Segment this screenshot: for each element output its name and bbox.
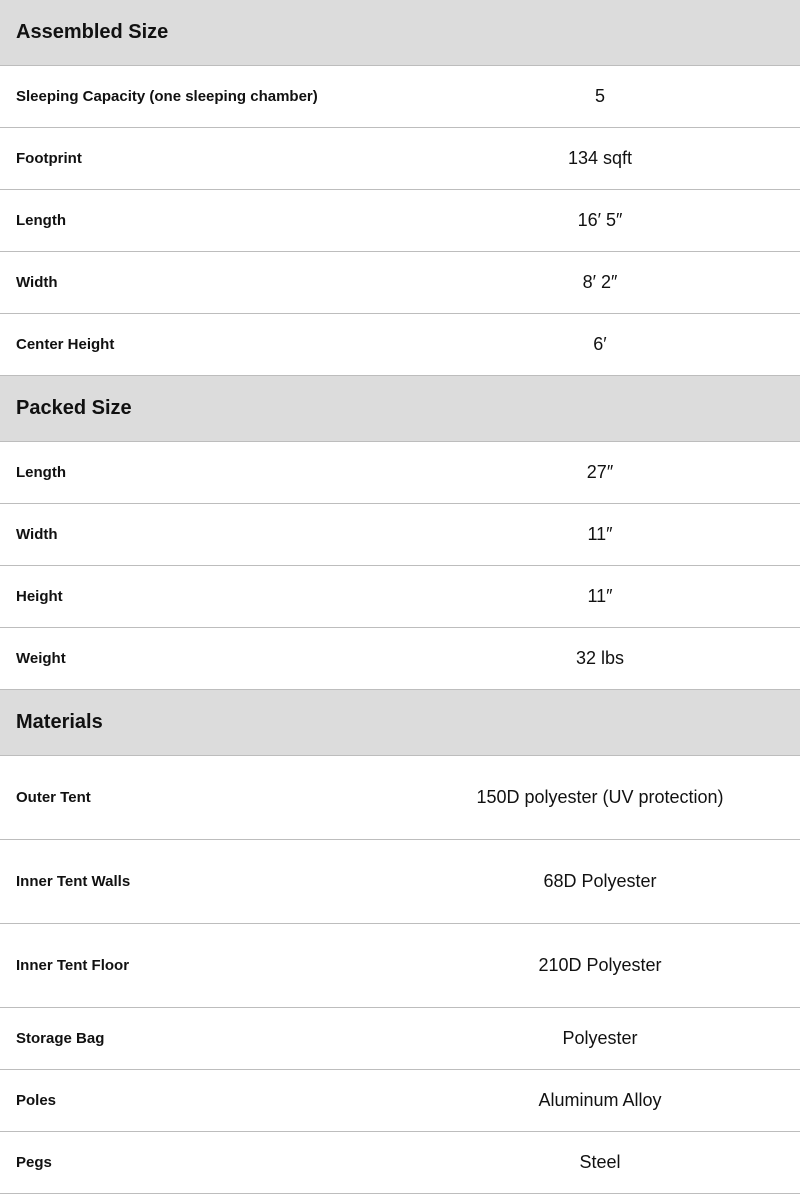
spec-value: 11″ <box>587 524 613 544</box>
section-header-assembled-size <box>0 0 800 66</box>
spec-row-sleeping-capacity <box>0 66 800 128</box>
spec-row-length <box>0 442 800 504</box>
spec-label: Length <box>16 464 66 481</box>
spec-value: 8′ 2″ <box>582 272 618 292</box>
spec-label: Height <box>16 588 63 605</box>
spec-row-weight <box>0 628 800 690</box>
spec-row-footprint <box>0 128 800 190</box>
spec-label: Footprint <box>16 150 82 167</box>
spec-label: Sleeping Capacity (one sleeping chamber) <box>16 88 318 105</box>
section-title: Assembled Size <box>16 21 169 43</box>
spec-label: Pegs <box>16 1154 52 1171</box>
spec-label: Center Height <box>16 336 115 353</box>
section-title: Packed Size <box>16 397 132 419</box>
spec-value: Polyester <box>562 1028 638 1048</box>
section-header-packed-size <box>0 376 800 442</box>
spec-row-width <box>0 252 800 314</box>
spec-row-poles <box>0 1070 800 1132</box>
spec-row-length <box>0 190 800 252</box>
spec-label: Length <box>16 212 66 229</box>
spec-row-center-height <box>0 314 800 376</box>
spec-row-inner-tent-walls <box>0 840 800 924</box>
spec-value: 134 sqft <box>567 148 633 168</box>
section-header-materials <box>0 690 800 756</box>
spec-label: Inner Tent Floor <box>16 957 130 974</box>
spec-value: 32 lbs <box>575 648 625 668</box>
spec-value: 16′ 5″ <box>577 210 623 230</box>
spec-row-storage-bag <box>0 1008 800 1070</box>
spec-row-pegs <box>0 1132 800 1194</box>
spec-row-outer-tent <box>0 756 800 840</box>
spec-value: 5 <box>594 86 605 106</box>
spec-label: Poles <box>16 1092 57 1109</box>
spec-value: 150D polyester (UV protection) <box>476 787 724 807</box>
spec-row-height <box>0 566 800 628</box>
spec-label: Outer Tent <box>16 789 91 806</box>
spec-row-inner-tent-floor <box>0 924 800 1008</box>
spec-value: Aluminum Alloy <box>538 1090 662 1110</box>
spec-label: Width <box>16 526 58 543</box>
spec-label: Weight <box>16 650 66 667</box>
section-title: Materials <box>16 711 103 733</box>
spec-value: 210D Polyester <box>538 955 662 975</box>
spec-value: 6′ <box>593 334 607 354</box>
spec-label: Storage Bag <box>16 1030 105 1047</box>
spec-label: Inner Tent Walls <box>16 873 131 890</box>
spec-value: 11″ <box>587 586 613 606</box>
spec-row-width <box>0 504 800 566</box>
spec-value: 68D Polyester <box>543 871 657 891</box>
spec-value: 27″ <box>586 462 614 482</box>
spec-label: Width <box>16 274 58 291</box>
spec-value: Steel <box>579 1152 621 1172</box>
